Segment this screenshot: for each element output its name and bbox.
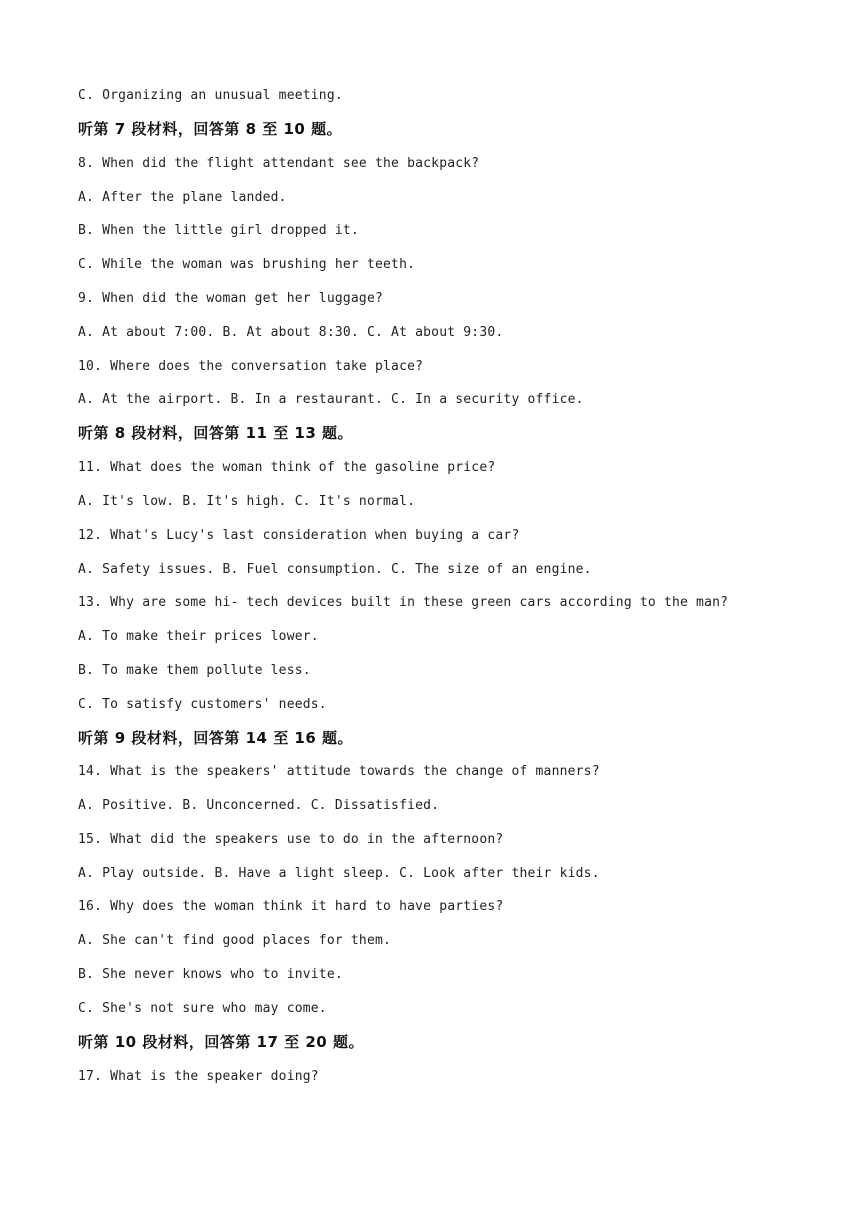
option-a-q8: A. After the plane landed. bbox=[78, 190, 287, 205]
option-a-q16: A. She can't find good places for them. bbox=[78, 933, 392, 948]
question-9: 9. When did the woman get her luggage? bbox=[78, 291, 384, 306]
options-q15: A. Play outside. B. Have a light sleep. C. Look after their kids. bbox=[78, 866, 600, 881]
question-16: 16. Why does the woman think it hard to have parties? bbox=[78, 899, 504, 914]
options-q12: A. Safety issues. B. Fuel consumption. C. The size of an engine. bbox=[78, 562, 592, 577]
option-b-q8: B. When the little girl dropped it. bbox=[78, 223, 359, 238]
question-10: 10. Where does the conversation take place? bbox=[78, 359, 424, 374]
question-13: 13. Why are some hi- tech devices built in these green cars according to the man? bbox=[78, 595, 729, 610]
question-15: 15. What did the speakers use to do in the afternoon? bbox=[78, 832, 504, 847]
option-c-q16: C. She's not sure who may come. bbox=[78, 1001, 327, 1016]
section-heading-9: 听第 9 段材料，回答第 14 至 16 题。 bbox=[78, 729, 354, 747]
option-c-q13: C. To satisfy customers' needs. bbox=[78, 697, 327, 712]
question-17: 17. What is the speaker doing? bbox=[78, 1069, 319, 1084]
options-q9: A. At about 7:00. B. At about 8:30. C. At about 9:30. bbox=[78, 325, 504, 340]
option-c-q8: C. While the woman was brushing her teeth. bbox=[78, 257, 416, 272]
option-b-q13: B. To make them pollute less. bbox=[78, 663, 311, 678]
section-heading-7: 听第 7 段材料，回答第 8 至 10 题。 bbox=[78, 120, 343, 138]
section-heading-8: 听第 8 段材料，回答第 11 至 13 题。 bbox=[78, 424, 354, 442]
question-8: 8. When did the flight attendant see the backpack? bbox=[78, 156, 480, 171]
option-b-q16: B. She never knows who to invite. bbox=[78, 967, 343, 982]
question-12: 12. What's Lucy's last consideration when buying a car? bbox=[78, 528, 520, 543]
options-q11: A. It's low. B. It's high. C. It's normal. bbox=[78, 494, 416, 509]
option-a-q13: A. To make their prices lower. bbox=[78, 629, 319, 644]
question-14: 14. What is the speakers' attitude towards the change of manners? bbox=[78, 764, 600, 779]
option-c-q7: C. Organizing an unusual meeting. bbox=[78, 88, 343, 103]
question-11: 11. What does the woman think of the gasoline price? bbox=[78, 460, 496, 475]
section-heading-10: 听第 10 段材料，回答第 17 至 20 题。 bbox=[78, 1033, 364, 1051]
options-q10: A. At the airport. B. In a restaurant. C. In a security office. bbox=[78, 392, 584, 407]
options-q14: A. Positive. B. Unconcerned. C. Dissatisfied. bbox=[78, 798, 440, 813]
